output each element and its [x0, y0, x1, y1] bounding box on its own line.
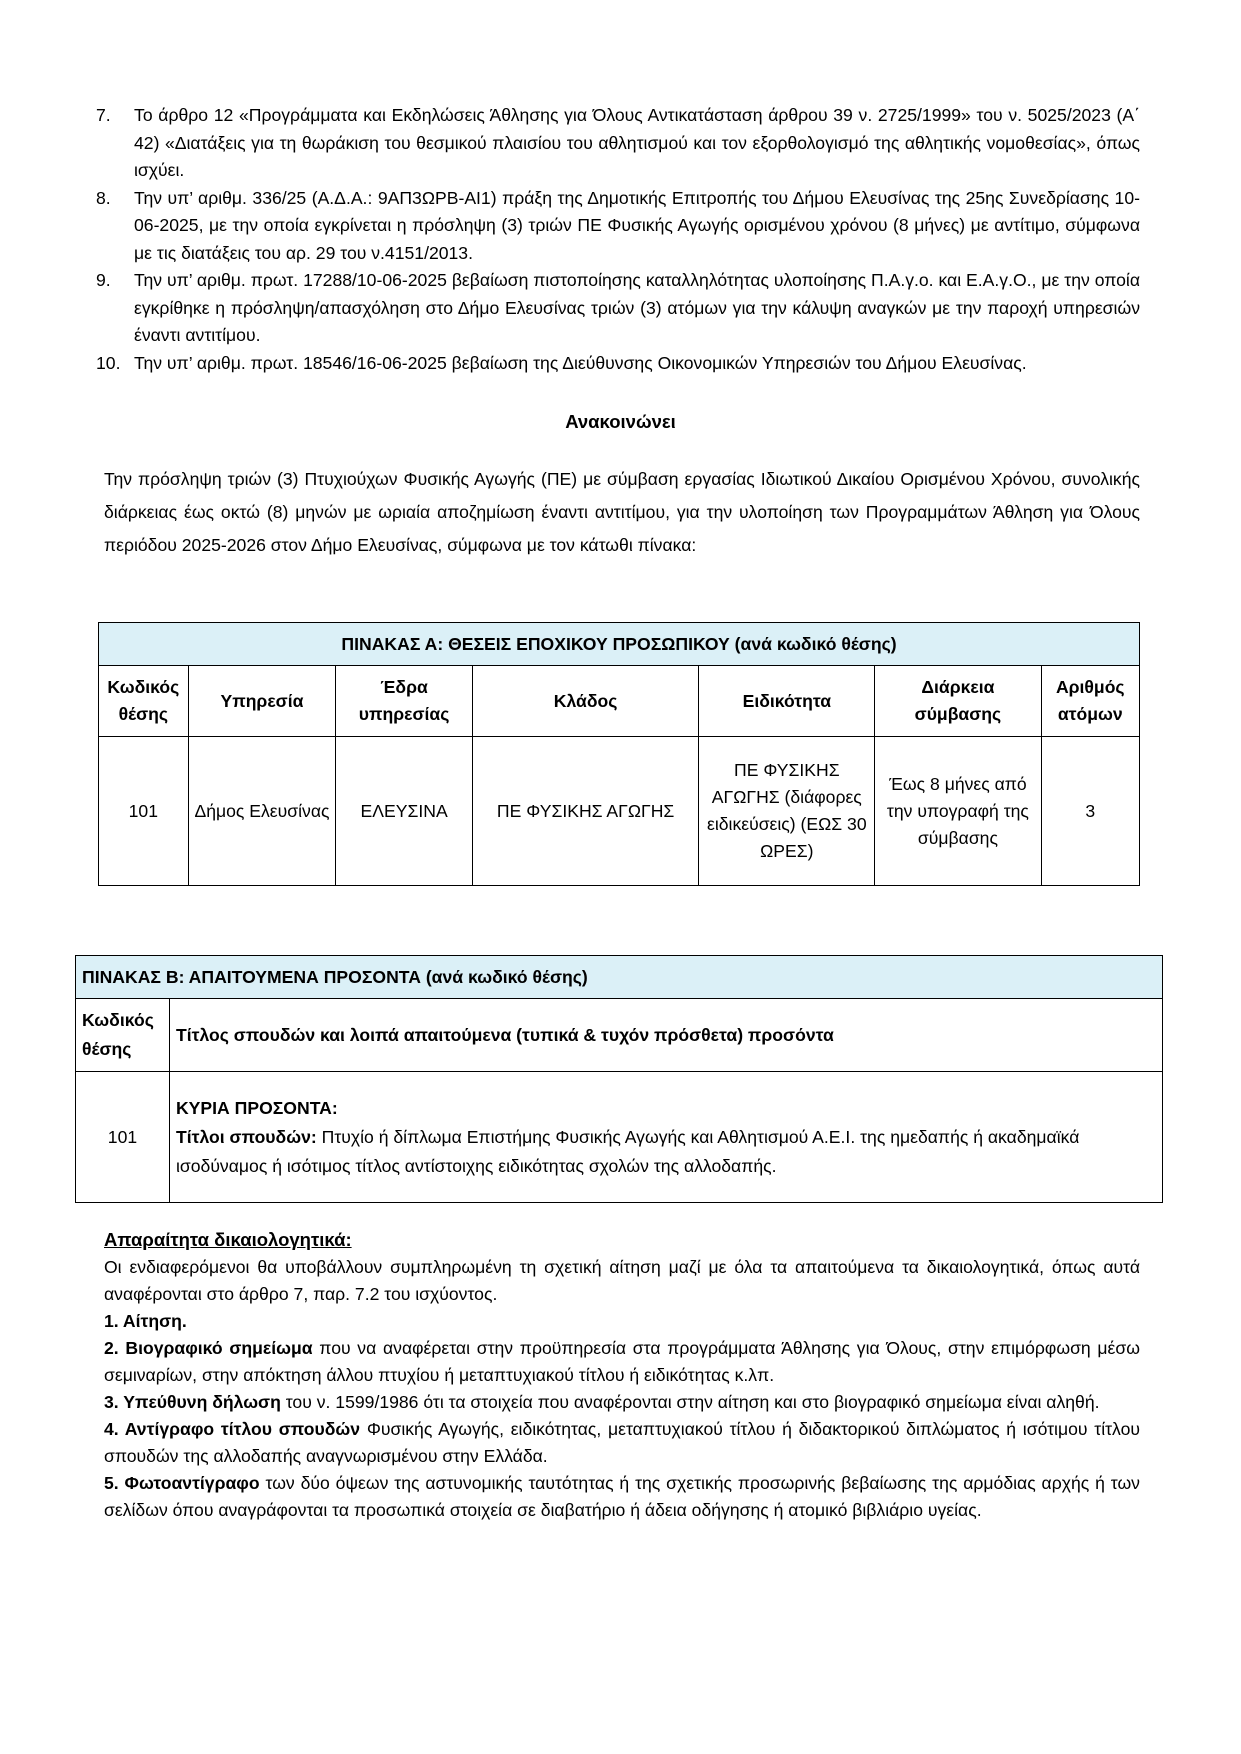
list-item: [96, 185, 1140, 268]
header-code: Κωδικός θέσης: [76, 999, 170, 1072]
cell-qualifications: [169, 1072, 1162, 1203]
document-item: [104, 1389, 1140, 1416]
list-item: [96, 350, 1140, 378]
degrees-text: Πτυχίο ή δίπλωμα Επιστήμης Φυσικής Αγωγής και Αθλητισμού Α.Ε.Ι. της ημεδαπής ή ακαδημαϊκά ισοδύναμος ή ισότιμος τίτλος αντίστοιχης ειδικότητας σχολών της αλλοδαπής.: [175, 1126, 1080, 1176]
cell-specialty: ΠΕ ΦΥΣΙΚΗΣ ΑΓΩΓΗΣ (διάφορες ειδικεύσεις) (ΕΩΣ 30 ΩΡΕΣ): [699, 737, 875, 886]
cell-branch: ΠΕ ΦΥΣΙΚΗΣ ΑΓΩΓΗΣ: [472, 737, 698, 886]
cell-service: Δήμος Ελευσίνας: [188, 737, 336, 886]
header-title: Τίτλος σπουδών και λοιπά απαιτούμενα (τυπικά & τυχόν πρόσθετα) προσόντα: [169, 999, 1162, 1072]
degrees-label: Τίτλοι σπουδών:: [175, 1126, 317, 1147]
list-item-text: Την υπ’ αριθμ. 336/25 (Α.Δ.Α.: 9ΑΠ3ΩΡΒ-ΑΙ1) πράξη της Δημοτικής Επιτροπής του Δήμου Ελευσίνας της 25ης Συνεδρίασης 10-06-2025, με την οποία εγκρίνεται η πρόσληψη (3) τριών ΠΕ Φυσικής Αγωγής ορισμένου χρόνου (8 μήνες) με αντίτιμο, σύμφωνα με τις διατάξεις του αρ. 29 του ν.4151/2013.: [134, 187, 1140, 263]
list-item-number: 7.: [96, 105, 111, 125]
main-qualifications-label: ΚΥΡΙΑ ΠΡΟΣΟΝΤΑ:: [175, 1097, 338, 1118]
table-row: [76, 1072, 1163, 1203]
cell-code: 101: [76, 1072, 170, 1203]
positions-table: [98, 622, 1140, 886]
header-persons: Αριθμός ατόμων: [1041, 666, 1139, 737]
table-a-caption: ΠΙΝΑΚΑΣ Α: ΘΕΣΕΙΣ ΕΠΟΧΙΚΟΥ ΠΡΟΣΩΠΙΚΟΥ (ανά κωδικό θέσης): [99, 623, 1140, 666]
document-item: [104, 1335, 1140, 1389]
documents-intro: Οι ενδιαφερόμενοι θα υποβάλλουν συμπληρωμένη τη σχετική αίτηση μαζί με όλα τα απαιτούμενα τα δικαιολογητικά, όπως αυτά αναφέρονται στο άρθρο 7, παρ. 7.2 του ισχύοντος.: [104, 1257, 1140, 1304]
qualifications-table: [75, 955, 1163, 1203]
table-row: [99, 737, 1140, 886]
documents-heading: Απαραίτητα δικαιολογητικά:: [104, 1229, 352, 1250]
document-item-text: που να αναφέρεται στην προϋπηρεσία στα προγράμματα Άθλησης για Όλους, στην επιμόρφωση μέσω σεμιναρίων, στην απόκτηση άλλου πτυχίου ή μεταπτυχιακού τίτλου ή ειδικότητας κ.λπ.: [104, 1338, 1140, 1385]
document-item: [104, 1308, 1140, 1335]
header-seat: Έδρα υπηρεσίας: [336, 666, 473, 737]
header-specialty: Ειδικότητα: [699, 666, 875, 737]
cell-persons: 3: [1041, 737, 1139, 886]
header-service: Υπηρεσία: [188, 666, 336, 737]
cell-seat: ΕΛΕΥΣΙΝΑ: [336, 737, 473, 886]
list-item-number: 9.: [96, 270, 111, 290]
degrees-text-block: [176, 1123, 1156, 1181]
list-item: [96, 267, 1140, 350]
list-item-text: Το άρθρο 12 «Προγράμματα και Εκδηλώσεις Άθλησης για Όλους Αντικατάσταση άρθρου 39 ν. 2725/1999» του ν. 5025/2023 (Α΄ 42) «Διατάξεις για τη θωράκιση του θεσμικού πλαισίου του αθλητισμού και τον εξορθολογισμό της αθλητικής νομοθεσίας», όπως ισχύει.: [134, 105, 1140, 180]
announce-title: Ανακοινώνει: [565, 411, 676, 432]
document-item-text: των δύο όψεων της αστυνομικής ταυτότητας ή της σχετικής προσωρινής βεβαίωσης της αρμόδιας αρχής ή των σελίδων όπου αναγράφονται τα προσωπικά στοιχεία σε διαβατήριο ή άδεια οδήγησης ή ατομικό βιβλιάριο υγείας.: [104, 1473, 1140, 1520]
list-item-number: 8.: [96, 187, 111, 208]
list-item-text: Την υπ’ αριθμ. πρωτ. 18546/16-06-2025 βεβαίωση της Διεύθυνσης Οικονομικών Υπηρεσιών του Δήμου Ελευσίνας.: [134, 352, 1027, 373]
header-branch: Κλάδος: [472, 666, 698, 737]
cell-duration: Έως 8 μήνες από την υπογραφή της σύμβασης: [875, 737, 1041, 886]
legal-basis-list: [96, 102, 1140, 377]
document-item: [104, 1470, 1140, 1524]
document-item-title: 4. Αντίγραφο τίτλου σπουδών: [104, 1419, 361, 1439]
announce-paragraph: Την πρόσληψη τριών (3) Πτυχιούχων Φυσικής Αγωγής (ΠΕ) με σύμβαση εργασίας Ιδιωτικού Δικαίου Ορισμένου Χρόνου, συνολικής διάρκειας έως οκτώ (8) μηνών με ωριαία αποζημίωση έναντι αντιτίμου, για την υλοποίηση των Προγραμμάτων Άθληση για Όλους περιόδου 2025-2026 στον Δήμο Ελευσίνας, σύμφωνα με τον κάτωθι πίνακα:: [104, 469, 1140, 555]
document-item-text: Φυσικής Αγωγής, ειδικότητας, μεταπτυχιακού τίτλου ή διδακτορικού διπλώματος ή ισότιμου τίτλου σπουδών της αλλοδαπής αναγνωρισμένου στην Ελλάδα.: [104, 1419, 1140, 1466]
table-b-caption: ΠΙΝΑΚΑΣ Β: ΑΠΑΙΤΟΥΜΕΝΑ ΠΡΟΣΟΝΤΑ (ανά κωδικό θέσης): [76, 956, 1163, 999]
document-item-title: 1. Αίτηση.: [104, 1311, 187, 1331]
list-item-number: 10.: [96, 352, 121, 373]
cell-code: 101: [99, 737, 189, 886]
header-duration: Διάρκεια σύμβασης: [875, 666, 1041, 737]
list-item-text: Την υπ’ αριθμ. πρωτ. 17288/10-06-2025 βεβαίωση πιστοποίησης καταλληλότητας υλοποίησης Π.Α.γ.ο. και Ε.Α.γ.Ο., με την οποία εγκρίθηκε η πρόσληψη/απασχόληση στο Δήμο Ελευσίνας τριών (3) ατόμων για την κάλυψη αναγκών με την παροχή υπηρεσιών έναντι αντιτίμου.: [134, 270, 1140, 345]
document-item: [104, 1416, 1140, 1470]
document-item-title: 3. Υπεύθυνη δήλωση: [104, 1392, 281, 1412]
list-item: [96, 102, 1140, 185]
document-item-text: του ν. 1599/1986 ότι τα στοιχεία που αναφέρονται στην αίτηση και στο βιογραφικό σημείωμα είναι αληθή.: [280, 1392, 1100, 1412]
header-code: Κωδικός θέσης: [99, 666, 189, 737]
document-item-title: 2. Βιογραφικό σημείωμα: [104, 1338, 313, 1358]
document-item-title: 5. Φωτοαντίγραφο: [104, 1473, 260, 1493]
required-documents: [104, 1226, 1140, 1524]
